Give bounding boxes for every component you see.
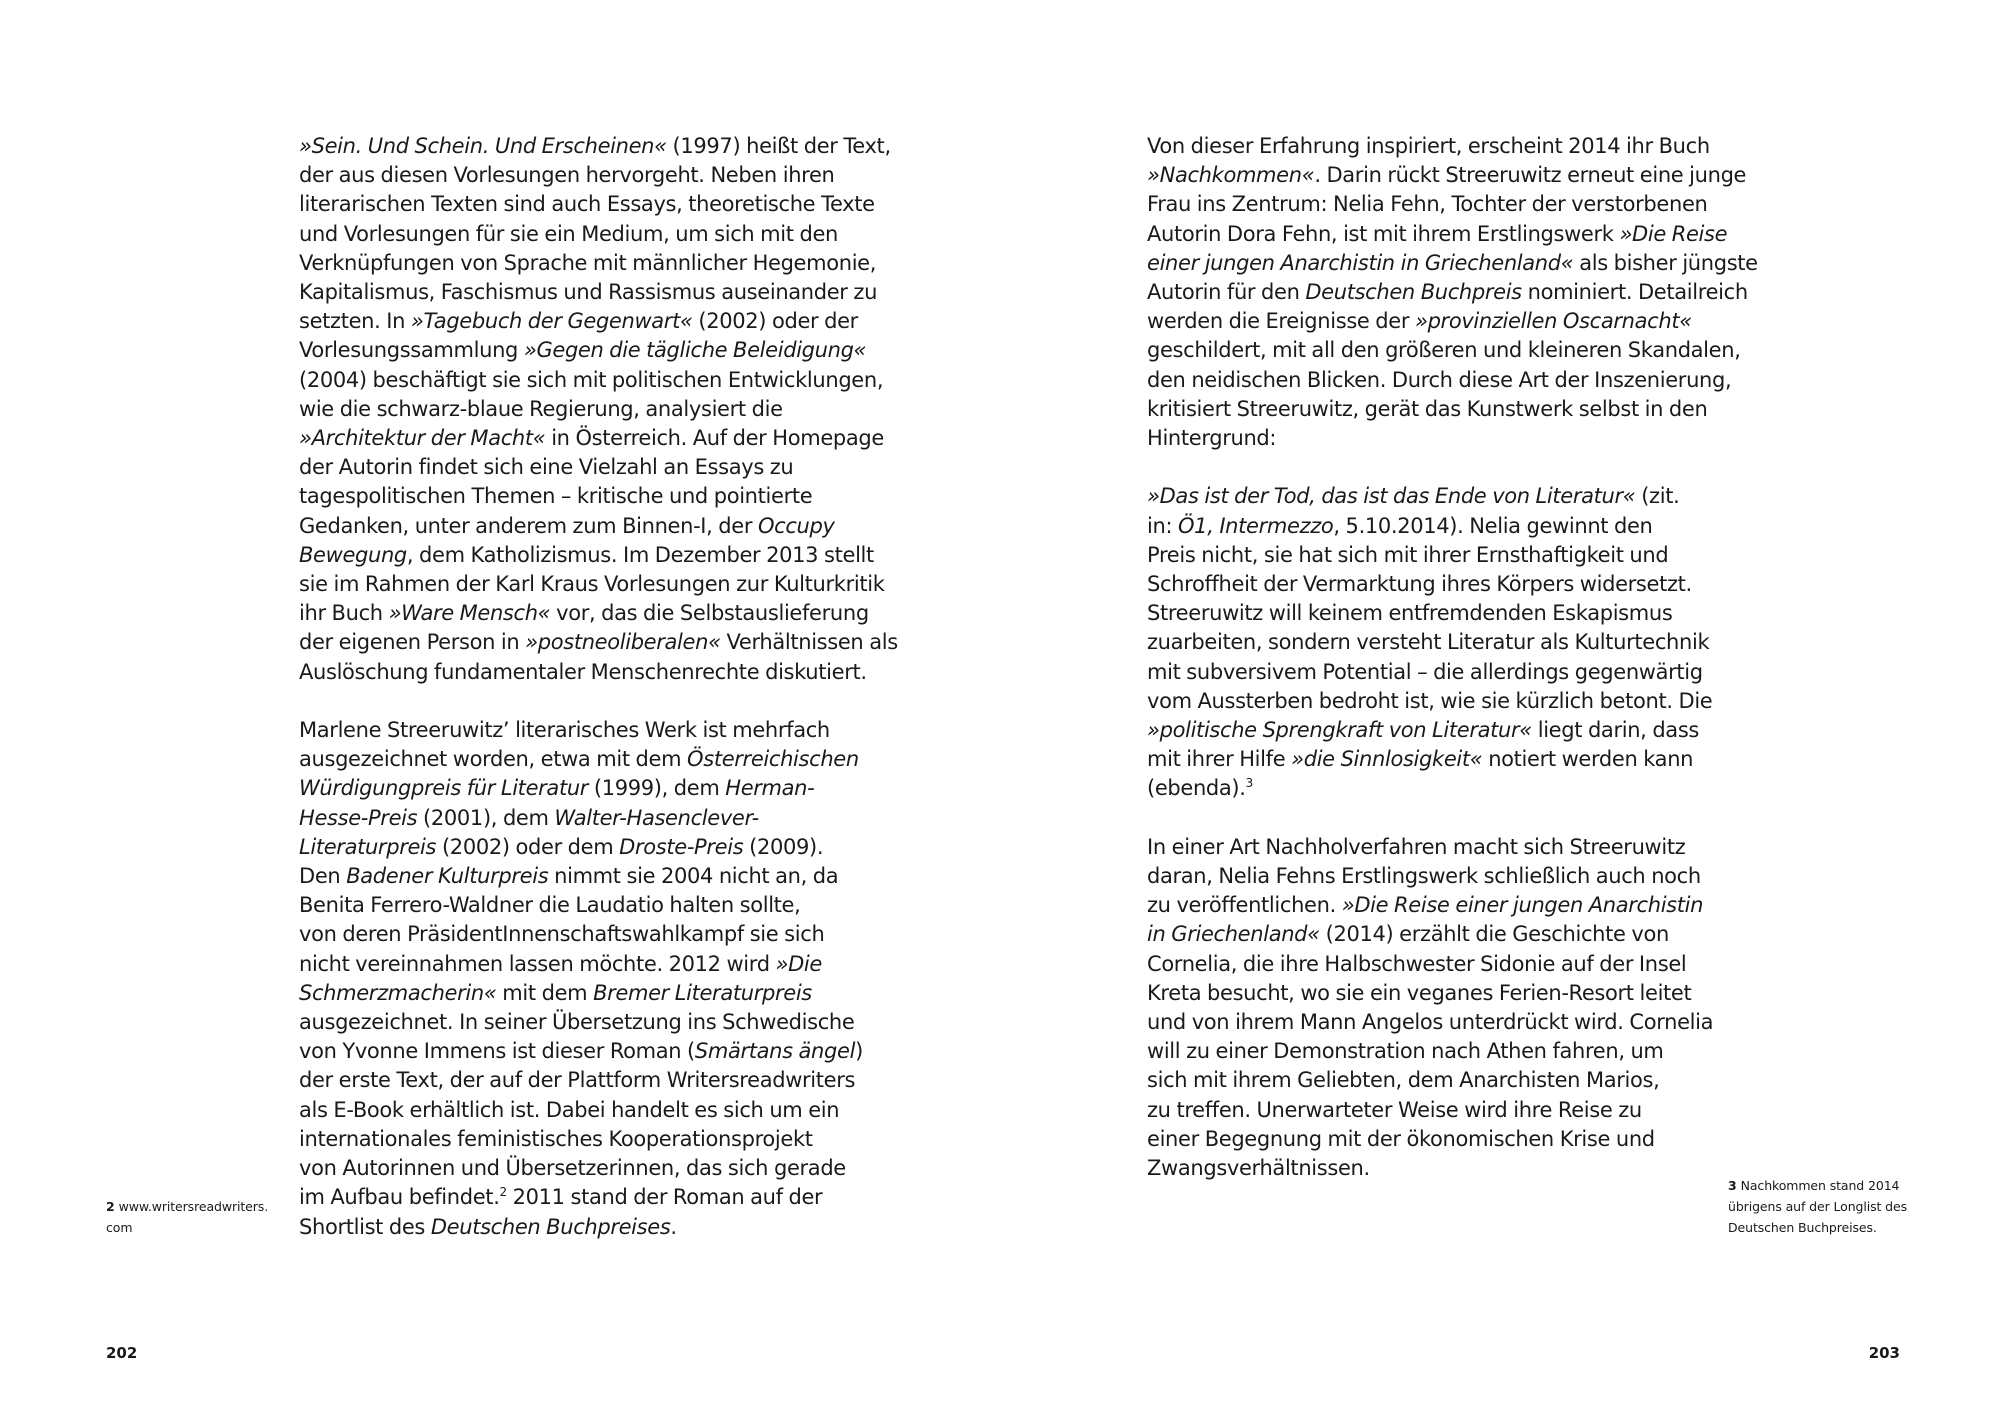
text-run: ihr Buch (299, 601, 389, 626)
italic-text: Literaturpreis (299, 834, 437, 859)
text-run: als bisher jüngste (1573, 250, 1758, 275)
paragraph (1147, 132, 1758, 453)
text-line (299, 570, 889, 599)
text-line (1147, 190, 1737, 219)
footnote-line: com (106, 1220, 133, 1235)
text-run: ausgezeichnet. In seiner Übersetzung ins Schwedische (299, 1010, 855, 1035)
text-line (1147, 774, 1737, 803)
text-line (299, 278, 889, 307)
footnote-number: 3 (1728, 1178, 1737, 1193)
text-line (299, 132, 889, 161)
text-run: (2004) beschäftigt sie sich mit politischen Entwicklungen, (299, 367, 884, 392)
text-run: Hintergrund: (1147, 426, 1277, 451)
italic-text: »provinziellen Oscarnacht« (1414, 309, 1692, 334)
italic-text: »Die Reise einer jungen Anarchistin (1341, 893, 1704, 918)
italic-text: in Griechenland« (1147, 922, 1320, 947)
text-line (299, 1154, 889, 1183)
text-run: internationales feministisches Kooperationsprojekt (299, 1126, 813, 1151)
text-run: und von ihrem Mann Angelos unterdrückt wird. Cornelia (1147, 1010, 1714, 1035)
italic-text: »Architektur der Macht« (299, 426, 546, 451)
footnote-reference: 2 (499, 1185, 507, 1200)
text-line (299, 161, 889, 190)
text-line (299, 541, 889, 570)
text-run: (zit. (1635, 484, 1680, 509)
text-run: literarischen Texten sind auch Essays, theoretische Texte (299, 192, 875, 217)
text-run: (2002) oder dem (436, 834, 620, 859)
footnote-text: Nachkommen stand 2014 (1740, 1178, 1900, 1193)
text-run: 2011 stand der Roman auf der (506, 1185, 823, 1210)
text-run: und Vorlesungen für sie ein Medium, um sich mit den (299, 221, 838, 246)
text-line (1147, 1154, 1737, 1183)
text-run: nimmt sie 2004 nicht an, da (548, 864, 839, 889)
text-line (299, 307, 889, 336)
italic-text: »politische Sprengkraft von Literatur« (1147, 718, 1532, 743)
text-line (299, 424, 889, 453)
text-line (299, 1037, 889, 1066)
text-run: Cornelia, die ihre Halbschwester Sidonie auf der Insel (1147, 951, 1687, 976)
italic-text: Droste-Preis (619, 834, 744, 859)
text-line (299, 745, 889, 774)
text-run: zu veröffentlichen. (1147, 893, 1342, 918)
text-run: vom Aussterben bedroht ist, wie sie kürzlich betont. Die (1147, 688, 1713, 713)
text-line (1147, 161, 1747, 190)
text-line (299, 336, 889, 365)
text-line (299, 512, 889, 541)
text-line (299, 220, 889, 249)
italic-text: Occupy (757, 513, 835, 538)
text-run: . (670, 1214, 677, 1239)
text-run: wie die schwarz-blaue Regierung, analysiert die (299, 396, 783, 421)
text-line (299, 804, 889, 833)
text-run: Shortlist des (299, 1214, 431, 1239)
text-run: zuarbeiten, sondern versteht Literatur als Kulturtechnik (1147, 630, 1710, 655)
italic-text: »Gegen die tägliche Beleidigung« (523, 338, 867, 363)
text-line (299, 950, 889, 979)
left-page-number: 202 (106, 1344, 138, 1362)
left-page-footnote (106, 1196, 296, 1238)
text-run: mit subversivem Potential – die allerdings gegenwärtig (1147, 659, 1703, 684)
footnote-line: Deutschen Buchpreises. (1728, 1220, 1877, 1235)
text-run: Kapitalismus, Faschismus und Rassismus auseinander zu (299, 280, 878, 305)
italic-text: Ö1, Intermezzo (1178, 513, 1334, 538)
text-run: Frau ins Zentrum: Nelia Fehn, Tochter der verstorbenen (1147, 192, 1708, 217)
text-run: Benita Ferrero-Waldner die Laudatio halten sollte, (299, 893, 801, 918)
paragraph (299, 716, 889, 1242)
text-run: von deren PräsidentInnenschaftswahlkampf sie sich (299, 922, 825, 947)
text-line (1147, 1008, 1737, 1037)
text-run: der erste Text, der auf der Plattform Writersreadwriters (299, 1068, 856, 1093)
text-run: werden die Ereignisse der (1147, 309, 1415, 334)
text-run: . Darin rückt Streeruwitz erneut eine junge (1314, 163, 1747, 188)
text-run: in: (1147, 513, 1178, 538)
text-line (299, 453, 889, 482)
text-line (1147, 687, 1737, 716)
text-run: Streeruwitz will keinem entfremdenden Eskapismus (1147, 601, 1673, 626)
text-line (1147, 920, 1737, 949)
text-run: der Autorin findet sich eine Vielzahl an Essays zu (299, 455, 794, 480)
text-run: geschildert, mit all den größeren und kleineren Skandalen, (1147, 338, 1741, 363)
text-line (299, 482, 889, 511)
text-line (299, 1125, 889, 1154)
text-line (1147, 424, 1737, 453)
italic-text: »postneoliberalen« (525, 630, 721, 655)
text-run: daran, Nelia Fehns Erstlingswerk schließlich auch noch (1147, 864, 1701, 889)
text-run: (ebenda). (1147, 776, 1246, 801)
text-line (1147, 512, 1737, 541)
text-line (1147, 599, 1737, 628)
text-run: (2001), dem (417, 805, 555, 830)
right-page-number: 203 (1868, 1344, 1900, 1362)
right-page-footnote (1728, 1175, 1928, 1238)
text-line (1147, 570, 1737, 599)
text-line (299, 1183, 889, 1212)
text-line (1147, 249, 1758, 278)
text-run: (2009). (743, 834, 824, 859)
text-run: (1999), dem (588, 776, 726, 801)
text-line (299, 190, 889, 219)
text-line (299, 1213, 889, 1242)
footnote-line: übrigens auf der Longlist des (1728, 1199, 1908, 1214)
text-run: Vorlesungssammlung (299, 338, 524, 363)
left-page-body-text (299, 132, 898, 1242)
footnote-line (1728, 1175, 1928, 1196)
text-run: will zu einer Demonstration nach Athen fahren, um (1147, 1039, 1664, 1064)
text-line (1147, 716, 1737, 745)
text-line (299, 1096, 889, 1125)
text-line (299, 774, 889, 803)
italic-text: Badener Kulturpreis (346, 864, 549, 889)
text-line (299, 1066, 889, 1095)
footnote-number: 2 (106, 1199, 115, 1214)
italic-text: Deutschen Buchpreises (430, 1214, 671, 1239)
italic-text: Bremer Literaturpreis (593, 980, 812, 1005)
text-line (1147, 833, 1737, 862)
italic-text: »die Sinnlosigkeit« (1291, 747, 1483, 772)
text-run: , 5.10.2014). Nelia gewinnt den (1333, 513, 1653, 538)
italic-text: Österreichischen (687, 747, 859, 772)
text-line (1147, 1125, 1737, 1154)
text-line (1147, 220, 1737, 249)
text-run: einer Begegnung mit der ökonomischen Krise und (1147, 1126, 1655, 1151)
text-line (299, 658, 889, 687)
text-line (1147, 979, 1737, 1008)
text-run: (1997) heißt der Text, (666, 134, 891, 158)
text-line (1147, 1066, 1737, 1095)
italic-text: »Das ist der Tod, das ist das Ende von Literatur« (1147, 484, 1636, 509)
text-run: vor, das die Selbstauslieferung (550, 601, 869, 626)
text-line (299, 862, 889, 891)
italic-text: »Ware Mensch« (388, 601, 551, 626)
text-run: sich mit ihrem Geliebten, dem Anarchisten Marios, (1147, 1068, 1660, 1093)
text-run: Schroffheit der Vermarktung ihres Körpers widersetzt. (1147, 572, 1692, 597)
text-line (1147, 658, 1737, 687)
text-run: im Aufbau befindet. (299, 1185, 500, 1210)
text-line (1147, 482, 1737, 511)
text-line (299, 833, 889, 862)
text-line (1147, 1037, 1737, 1066)
text-run: in Österreich. Auf der Homepage (545, 426, 884, 451)
text-line (1147, 1096, 1737, 1125)
text-line (1147, 541, 1737, 570)
right-page-body-text (1147, 132, 1758, 1183)
italic-text: Bewegung (299, 542, 407, 567)
text-line (1147, 395, 1737, 424)
text-run: Kreta besucht, wo sie ein veganes Ferien-Resort leitet (1147, 980, 1692, 1005)
text-run: tagespolitischen Themen – kritische und pointierte (299, 484, 813, 509)
paragraph (1147, 833, 1737, 1183)
text-run: Autorin Dora Fehn, ist mit ihrem Erstlingswerk (1147, 221, 1620, 246)
text-line (299, 628, 898, 657)
italic-text: »Tagebuch der Gegenwart« (410, 309, 693, 334)
text-line (1147, 628, 1737, 657)
text-run: (2014) erzählt die Geschichte von (1319, 922, 1669, 947)
text-run: kritisiert Streeruwitz, gerät das Kunstwerk selbst in den (1147, 396, 1708, 421)
text-run: der aus diesen Vorlesungen hervorgeht. Neben ihren (299, 163, 835, 188)
italic-text: »Die Reise (1619, 221, 1728, 246)
text-run: (2002) oder der (692, 309, 858, 334)
text-run: setzten. In (299, 309, 411, 334)
text-line (1147, 366, 1737, 395)
text-run: liegt darin, dass (1531, 718, 1700, 743)
text-run: Zwangsverhältnissen. (1147, 1156, 1370, 1181)
text-line (299, 891, 889, 920)
text-run: ausgezeichnet worden, etwa mit dem (299, 747, 688, 772)
text-run: nicht vereinnahmen lassen möchte. 2012 wird (299, 951, 776, 976)
paragraph (299, 132, 898, 687)
footnote-reference: 3 (1245, 776, 1253, 791)
text-run: von Autorinnen und Übersetzerinnen, das sich gerade (299, 1156, 846, 1181)
text-line (299, 979, 889, 1008)
text-run: mit ihrer Hilfe (1147, 747, 1292, 772)
text-line (1147, 336, 1741, 365)
text-run: In einer Art Nachholverfahren macht sich Streeruwitz (1147, 834, 1686, 859)
text-line (1147, 307, 1737, 336)
text-run: nominiert. Detailreich (1521, 280, 1748, 305)
text-run: der eigenen Person in (299, 630, 526, 655)
text-line (299, 1008, 889, 1037)
text-run: Gedanken, unter anderem zum Binnen-I, der (299, 513, 758, 538)
text-line (1147, 745, 1737, 774)
italic-text: »Die (775, 951, 822, 976)
italic-text: Walter-Hasenclever- (554, 805, 759, 830)
text-run: ) (855, 1039, 863, 1064)
italic-text: »Sein. Und Schein. Und Erscheinen« (299, 134, 667, 158)
text-run: von Yvonne Immens ist dieser Roman ( (299, 1039, 695, 1064)
text-run: den neidischen Blicken. Durch diese Art der Inszenierung, (1147, 367, 1732, 392)
italic-text: Hesse-Preis (299, 805, 418, 830)
text-line (299, 249, 889, 278)
italic-text: »Nachkommen« (1147, 163, 1315, 188)
italic-text: Deutschen Buchpreis (1305, 280, 1522, 305)
text-run: zu treffen. Unerwarteter Weise wird ihre Reise zu (1147, 1097, 1642, 1122)
text-run: Von dieser Erfahrung inspiriert, erscheint 2014 ihr Buch (1147, 134, 1710, 158)
footnote-line (106, 1196, 296, 1217)
text-run: mit dem (496, 980, 594, 1005)
italic-text: Smärtans ängel (694, 1039, 856, 1064)
text-run: notiert werden kann (1482, 747, 1694, 772)
italic-text: Herman- (725, 776, 815, 801)
footnote-text: www.writersreadwriters. (118, 1199, 269, 1214)
text-run: als E-Book erhältlich ist. Dabei handelt es sich um ein (299, 1097, 840, 1122)
text-run: sie im Rahmen der Karl Kraus Vorlesungen zur Kulturkritik (299, 572, 885, 597)
text-run: Preis nicht, sie hat sich mit ihrer Ernsthaftigkeit und (1147, 542, 1669, 567)
italic-text: einer jungen Anarchistin in Griechenland« (1147, 250, 1574, 275)
text-line (1147, 862, 1737, 891)
text-run: Verknüpfungen von Sprache mit männlicher Hegemonie, (299, 250, 877, 275)
text-run: Den (299, 864, 347, 889)
text-run: Autorin für den (1147, 280, 1306, 305)
text-run: Marlene Streeruwitz’ literarisches Werk ist mehrfach (299, 718, 830, 743)
text-run: , dem Katholizismus. Im Dezember 2013 stellt (406, 542, 874, 567)
text-run: Verhältnissen als (720, 630, 898, 655)
text-line (299, 599, 889, 628)
text-run: Auslöschung fundamentaler Menschenrechte diskutiert. (299, 659, 867, 684)
text-line (299, 716, 889, 745)
text-line (1147, 891, 1737, 920)
text-line (1147, 132, 1737, 161)
italic-text: Schmerzmacherin« (299, 980, 497, 1005)
text-line (299, 395, 889, 424)
text-line (1147, 950, 1737, 979)
italic-text: Würdigungpreis für Literatur (299, 776, 589, 801)
text-line (299, 920, 889, 949)
text-line (1147, 278, 1748, 307)
text-line (299, 366, 889, 395)
paragraph (1147, 482, 1737, 803)
